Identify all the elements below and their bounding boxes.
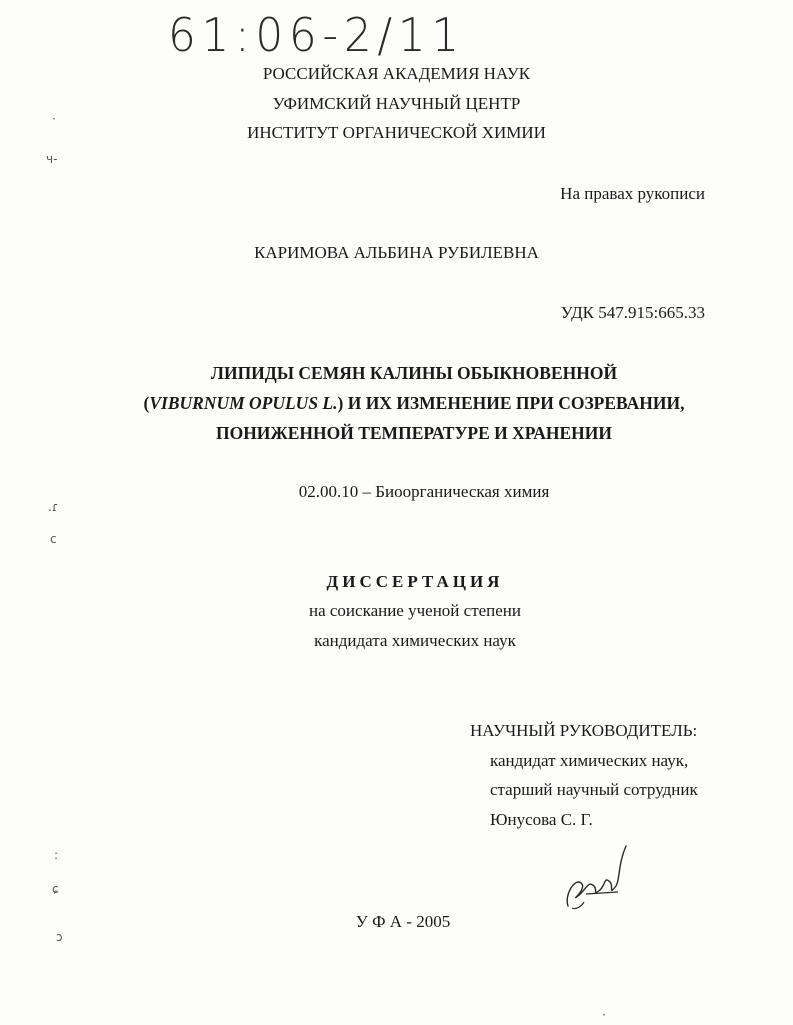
scan-mark: ·: [602, 1008, 606, 1022]
supervisor-position: старший научный сотрудник: [490, 780, 698, 799]
header-center: УФИМСКИЙ НАУЧНЫЙ ЦЕНТР: [272, 94, 521, 113]
header-institute: ИНСТИТУТ ОРГАНИЧЕСКОЙ ХИМИИ: [247, 123, 546, 142]
handwritten-archive-code: 61:06-2/11: [168, 8, 465, 62]
work-type-label: ДИССЕРТАЦИЯ: [326, 572, 504, 591]
manuscript-note: На правах рукописи: [560, 184, 705, 203]
header-academy: РОССИЙСКАЯ АКАДЕМИЯ НАУК: [262, 64, 531, 83]
title-latin-name: VIBURNUM OPULUS L.: [149, 393, 338, 413]
scan-mark: c: [50, 532, 57, 546]
title-line-3: ПОНИЖЕННОЙ ТЕМПЕРАТУРЕ И ХРАНЕНИИ: [215, 423, 613, 443]
supervisor-signature: [556, 836, 636, 921]
author-name: КАРИМОВА АЛЬБИНА РУБИЛЕВНА: [254, 243, 539, 262]
title-line-2-rest: ) И ИХ ИЗМЕНЕНИЕ ПРИ СОЗРЕВАНИИ,: [337, 393, 685, 413]
title-line-2: [0, 393, 793, 413]
udc-code: УДК 547.915:665.33: [560, 303, 705, 322]
scan-mark: .ɾ: [48, 500, 59, 514]
place-year: У Ф А - 2005: [355, 912, 451, 931]
specialty: 02.00.10 – Биоорганическая химия: [298, 482, 550, 501]
scan-mark: ч-: [46, 152, 58, 166]
scan-mark: ɕ: [52, 882, 59, 896]
scan-mark: ɔ: [56, 930, 63, 944]
title-paren-open: (: [143, 393, 150, 413]
work-type-line-1: на соискание ученой степени: [308, 601, 522, 620]
supervisor-name: Юнусова С. Г.: [490, 810, 593, 829]
supervisor-heading: НАУЧНЫЙ РУКОВОДИТЕЛЬ:: [470, 721, 698, 740]
supervisor-degree: кандидат химических наук,: [490, 751, 689, 770]
work-type-line-2: кандидата химических наук: [314, 631, 516, 650]
scan-mark: ·: [52, 112, 56, 126]
title-line-1: ЛИПИДЫ СЕМЯН КАЛИНЫ ОБЫКНОВЕННОЙ: [210, 363, 618, 383]
scan-mark: :: [54, 848, 59, 862]
